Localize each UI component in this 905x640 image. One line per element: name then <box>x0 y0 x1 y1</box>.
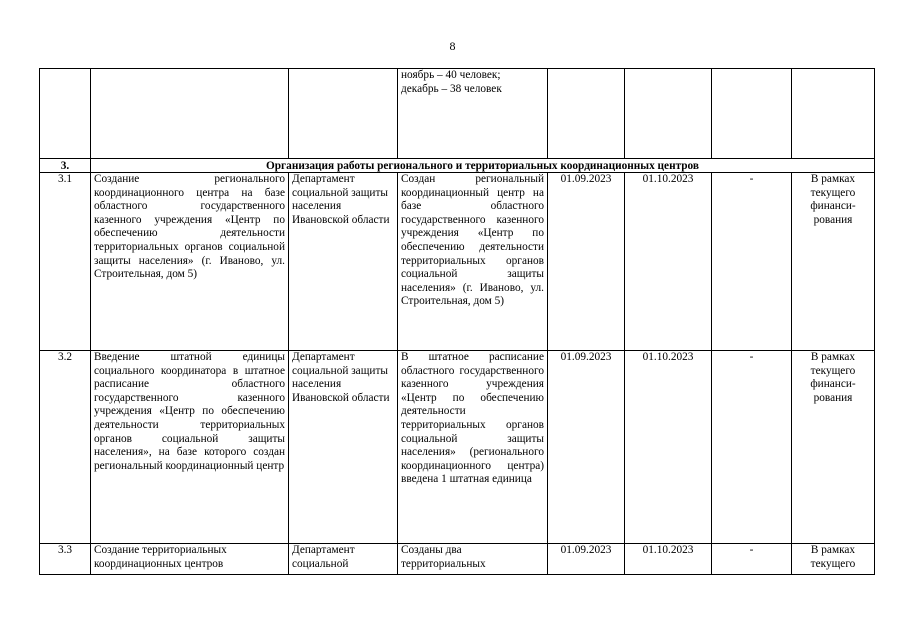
cell-num <box>40 69 91 159</box>
section-title: Организация работы регионального и территориальных координационных центров <box>91 159 875 173</box>
cell-executor <box>289 69 398 159</box>
cell-end <box>625 69 712 159</box>
activity-text: Введение штатной единицы социального координатора в штатное расписание областного государственного казенного учреждения «Центр по обеспечению деятельности территориальных органов социальной защиты населения», на базе которого создан региональный координационный центр <box>91 351 289 544</box>
measures-table <box>39 68 875 575</box>
executor-text: Департамент социальной защиты населения Ивановской области <box>289 351 398 544</box>
table-row <box>40 351 875 544</box>
row-number: 3.1 <box>40 173 91 351</box>
result-line: ноябрь – 40 человек; <box>401 69 501 81</box>
result-text: Созданы два территориальных <box>398 544 548 575</box>
cell-cost <box>712 69 792 159</box>
row-number: 3.2 <box>40 351 91 544</box>
section-row <box>40 159 875 173</box>
section-number: 3. <box>40 159 91 173</box>
cost-value: - <box>712 544 792 575</box>
table-row <box>40 544 875 575</box>
activity-text: Создание регионального координационного центра на базе областного государственного казенного учреждения «Центр по обеспечению деятельности территориальных органов социальной защиты населения» (г. Иваново, ул. Строительная, дом 5) <box>91 173 289 351</box>
result-text: В штатное расписание областного государственного казенного учреждения «Центр по обеспечению деятельности территориальных органов социальной защиты населения» (регионального координационного центра) введена 1 штатная единица <box>398 351 548 544</box>
funding-text: В рамках текущего финанси-рования <box>792 173 875 351</box>
executor-text: Департамент социальной <box>289 544 398 575</box>
result-line: декабрь – 38 человек <box>401 82 502 95</box>
end-date: 01.10.2023 <box>625 544 712 575</box>
result-text: Создан региональный координационный центр на базе областного государственного казенного учреждения «Центр по обеспечению деятельности территориальных органов социальной защиты населения» (г. Иваново, ул. Строительная, дом 5) <box>398 173 548 351</box>
continuation-row <box>40 69 875 159</box>
activity-text: Создание территориальных координационных центров <box>91 544 289 575</box>
end-date: 01.10.2023 <box>625 173 712 351</box>
cost-value: - <box>712 351 792 544</box>
cell-result <box>398 69 548 159</box>
funding-text: В рамках текущего <box>792 544 875 575</box>
page-number: 8 <box>449 39 456 53</box>
cell-activity <box>91 69 289 159</box>
executor-text: Департамент социальной защиты населения Ивановской области <box>289 173 398 351</box>
start-date: 01.09.2023 <box>548 544 625 575</box>
start-date: 01.09.2023 <box>548 351 625 544</box>
cost-value: - <box>712 173 792 351</box>
row-number: 3.3 <box>40 544 91 575</box>
end-date: 01.10.2023 <box>625 351 712 544</box>
cell-start <box>548 69 625 159</box>
start-date: 01.09.2023 <box>548 173 625 351</box>
cell-funding <box>792 69 875 159</box>
funding-text: В рамках текущего финанси-рования <box>792 351 875 544</box>
table-row <box>40 173 875 351</box>
